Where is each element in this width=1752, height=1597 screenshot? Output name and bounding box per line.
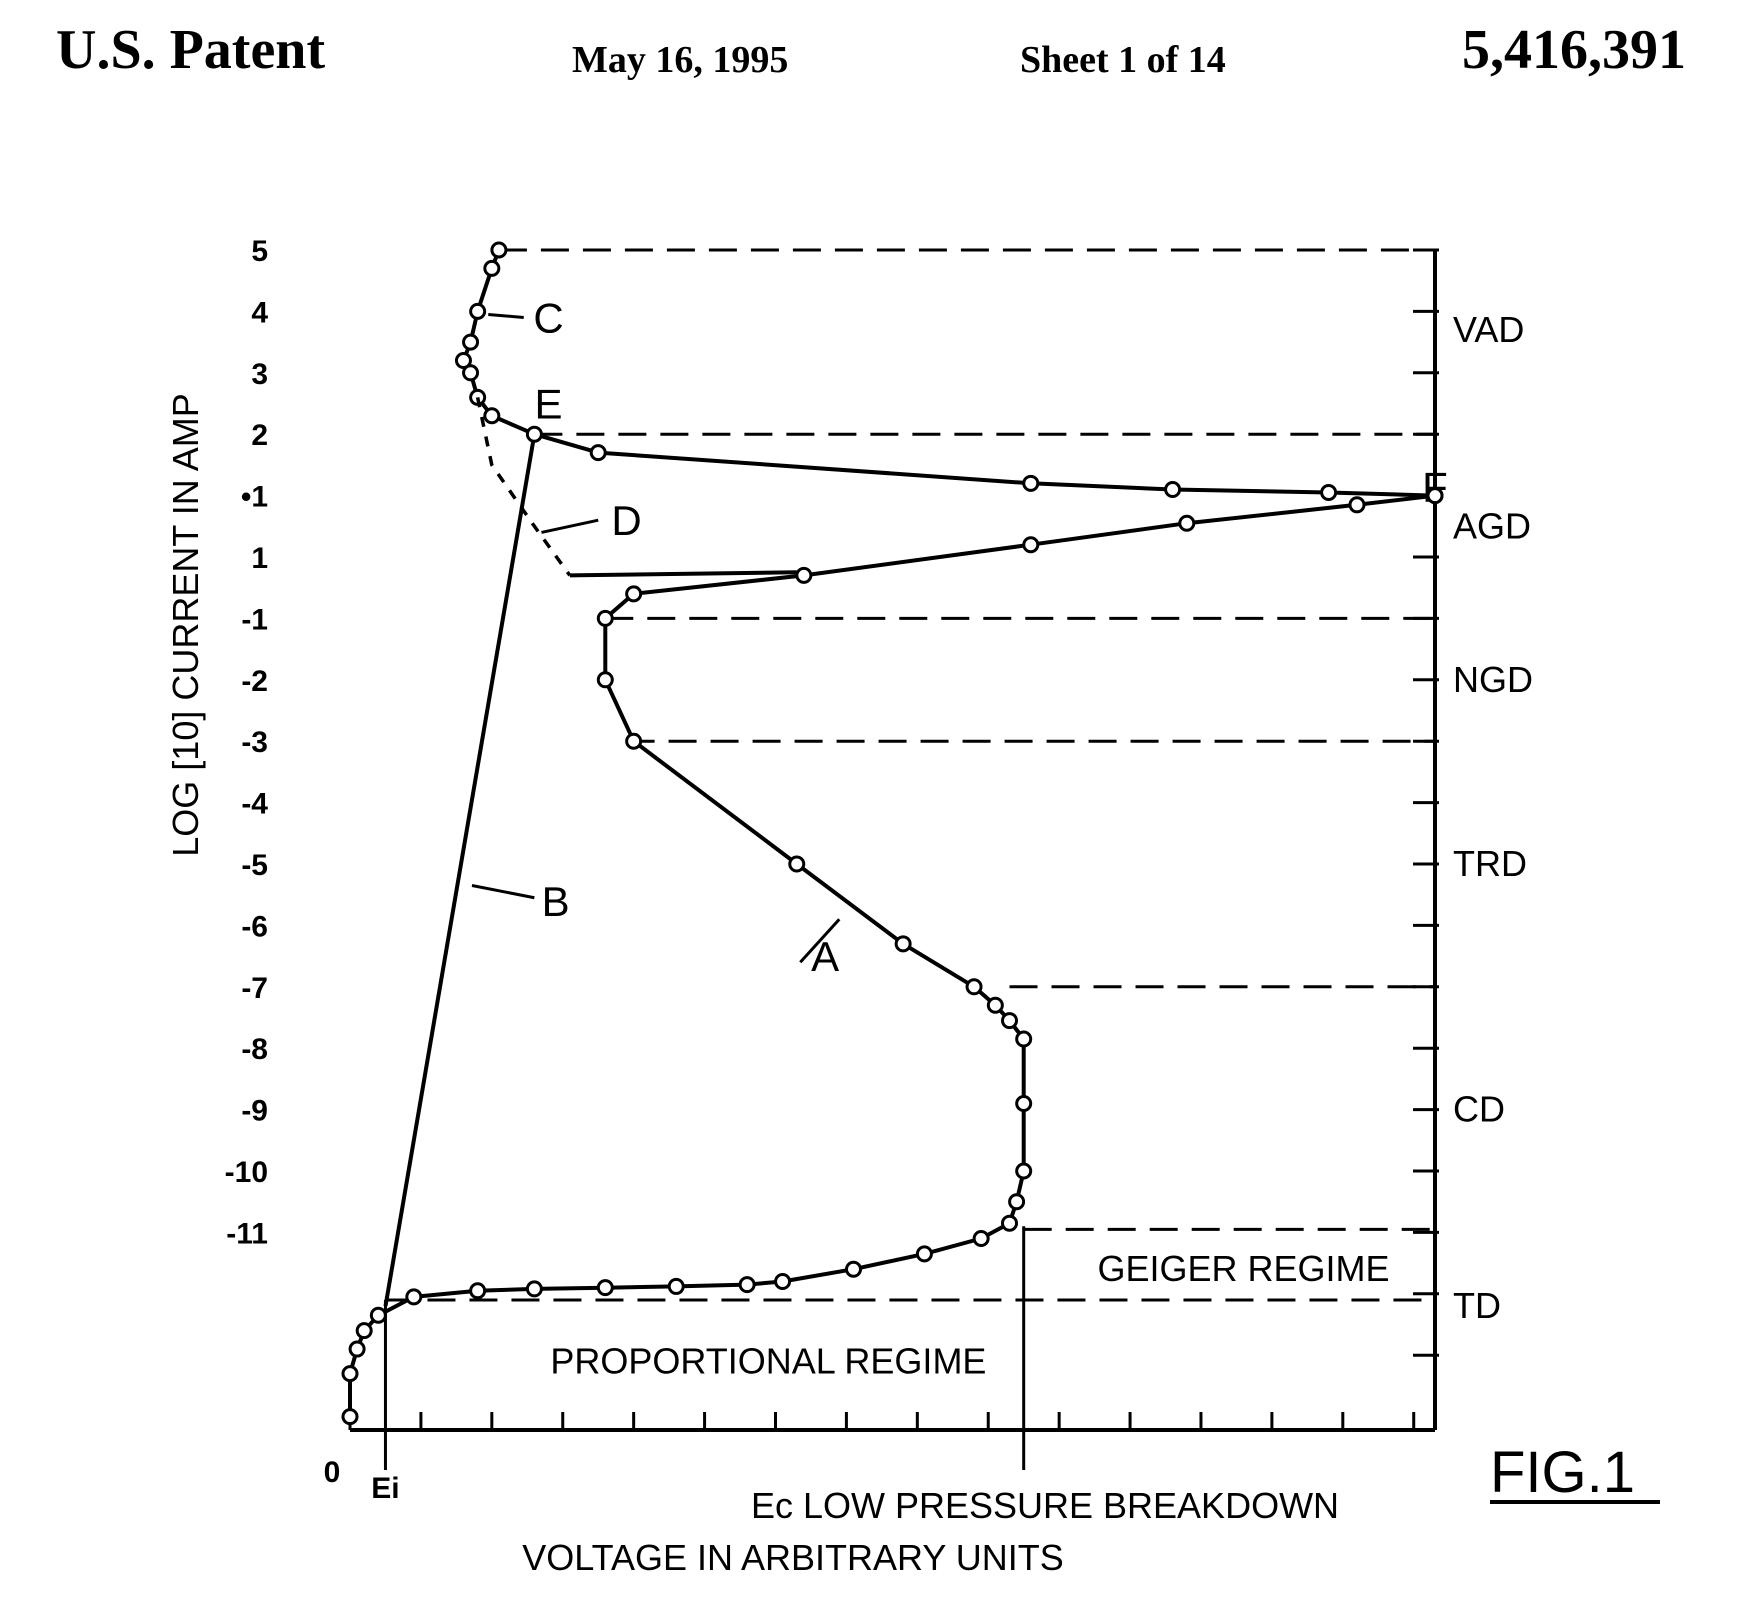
series-C-point <box>492 243 506 257</box>
y-tick-label: 4 <box>251 296 268 330</box>
region-label: TRD <box>1453 843 1527 884</box>
series-A-point <box>598 1281 612 1295</box>
curve-label: E <box>534 380 563 428</box>
series-A-point <box>371 1308 385 1322</box>
patent-header-left: U.S. Patent <box>56 19 326 81</box>
series-A-point <box>343 1367 357 1381</box>
series-C-point <box>1024 476 1038 490</box>
x-tick-label: 0 <box>323 1456 341 1489</box>
series-A-point <box>627 587 641 601</box>
series-A-point <box>1017 1164 1031 1178</box>
series-C-point <box>591 446 605 460</box>
series-A-point <box>776 1275 790 1289</box>
y-axis-label: LOG [10] CURRENT IN AMP <box>165 393 206 857</box>
series-C-point <box>464 366 478 380</box>
curve-label: D <box>611 497 642 545</box>
series-A-point <box>357 1324 371 1338</box>
curve-leader-line <box>472 885 534 897</box>
series-A-point <box>471 1284 485 1298</box>
y-tick-label: 2 <box>251 419 268 453</box>
chart-series <box>343 243 1442 1424</box>
series-A-point <box>1350 498 1364 512</box>
series-A-point <box>1180 516 1194 530</box>
series-A-point <box>988 998 1002 1012</box>
series-A-point <box>967 980 981 994</box>
series-C-point <box>485 261 499 275</box>
series-A-point <box>1017 1032 1031 1046</box>
region-label: TD <box>1453 1285 1501 1327</box>
series-A-point <box>669 1279 683 1293</box>
series-A-point <box>790 857 804 871</box>
series-A-point <box>627 734 641 748</box>
series-C-point <box>1322 486 1336 500</box>
y-tick-label: -7 <box>241 971 268 1005</box>
curve-label: B <box>541 877 570 925</box>
series-A-point <box>1010 1195 1024 1209</box>
y-tick-label: -4 <box>241 787 268 821</box>
sheet-number: Sheet 1 of 14 <box>1020 39 1226 81</box>
series-A-point <box>598 611 612 625</box>
series-A-point <box>846 1262 860 1276</box>
series-A-point <box>797 568 811 582</box>
series-C-point <box>527 427 541 441</box>
y-tick-label: -8 <box>241 1033 268 1067</box>
series-A-point <box>343 1410 357 1424</box>
curve-leader-line <box>488 314 523 317</box>
series-A-point <box>1003 1014 1017 1028</box>
series-A-point <box>896 937 910 951</box>
series-C-point <box>485 409 499 423</box>
series-C-point <box>464 335 478 349</box>
patent-number: 5,416,391 <box>1462 19 1686 81</box>
y-tick-label: -1 <box>241 603 268 637</box>
y-tick-label: -11 <box>226 1217 268 1251</box>
x-tick-label: Ei <box>371 1472 400 1505</box>
y-tick-label: 5 <box>251 235 268 268</box>
region-label: AGD <box>1453 505 1532 547</box>
y-tick-label: -10 <box>224 1156 268 1189</box>
y-tick-label: -5 <box>241 849 268 882</box>
y-tick-label: -2 <box>241 664 268 698</box>
curve-label: C <box>533 294 564 342</box>
series-A-point <box>1003 1216 1017 1230</box>
y-tick-label: •1 <box>240 480 268 514</box>
series-C-line <box>464 250 1436 496</box>
region-label: NGD <box>1453 658 1533 700</box>
series-A-point <box>974 1232 988 1246</box>
series-A-point <box>350 1342 364 1356</box>
series-D-connector-line <box>570 572 797 575</box>
series-C-point <box>471 304 485 318</box>
y-tick-label: -6 <box>241 910 268 944</box>
curve-label: A <box>811 933 840 981</box>
y-tick-label: -3 <box>241 726 268 760</box>
patent-date: May 16, 1995 <box>572 39 789 81</box>
series-A-point <box>917 1247 931 1261</box>
y-tick-label: -9 <box>241 1094 268 1128</box>
series-A-point <box>1024 538 1038 552</box>
region-label: CD <box>1453 1088 1505 1130</box>
series-A-point <box>527 1282 541 1296</box>
series-A-point <box>740 1278 754 1292</box>
x-axis-label-line1: Ec LOW PRESSURE BREAKDOWN <box>750 1485 1340 1526</box>
y-tick-label: 3 <box>251 357 268 391</box>
series-A-point <box>1017 1096 1031 1110</box>
regime-label: PROPORTIONAL REGIME <box>550 1340 987 1382</box>
y-tick-label: 1 <box>251 542 268 575</box>
series-A-point <box>598 673 612 687</box>
series-C-point <box>1166 482 1180 496</box>
figure-label: FIG.1 <box>1490 1440 1636 1505</box>
regime-label: GEIGER REGIME <box>1097 1248 1390 1290</box>
series-B-line <box>386 434 535 1306</box>
curve-label: F <box>1422 463 1448 511</box>
curve-leader-line <box>541 520 598 532</box>
region-label: VAD <box>1453 308 1525 350</box>
series-A-point <box>407 1290 421 1304</box>
x-axis-label-line2: VOLTAGE IN ARBITRARY UNITS <box>522 1537 1064 1578</box>
